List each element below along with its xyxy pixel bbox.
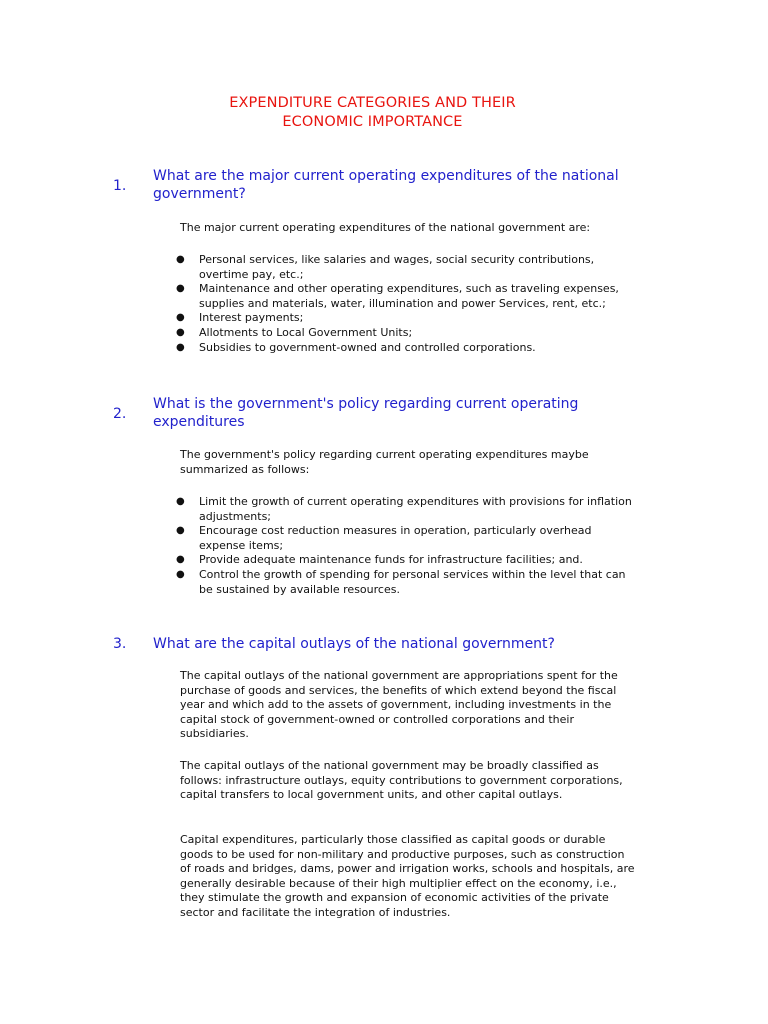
- list-item: ● Provide adequate maintenance funds for infrastructure facilities; and.: [176, 553, 583, 567]
- section-3-paragraph-1: The capital outlays of the national government are appropriations spent for the purchase of goods and services, the benefits of which extend beyond the fiscal year and which add to the assets of government, including investments in the capital stock of government-owned or controlled corporations and their subsidiaries.: [180, 669, 618, 741]
- bullet-icon: ●: [176, 312, 185, 324]
- section-2-bullet-list: [176, 495, 640, 597]
- bullet-icon: ●: [176, 341, 185, 353]
- section-1-intro: The major current operating expenditures of the national government are:: [180, 221, 591, 234]
- list-item: ● Control the growth of spending for personal services within the level that can be sustained by available resources.: [176, 567, 626, 596]
- list-item: ● Personal services, like salaries and wages, social security contributions, overtime pay, etc.;: [176, 253, 595, 281]
- section-1-question: What are the major current operating expenditures of the national government?: [153, 168, 619, 202]
- section-1-bullet-list: [176, 253, 640, 355]
- section-1-number: 1.: [113, 178, 127, 194]
- list-item: ● Allotments to Local Government Units;: [176, 325, 413, 339]
- section-3-question: What are the capital outlays of the national government?: [153, 636, 555, 652]
- bullet-icon: ●: [176, 283, 185, 295]
- bullet-icon: ●: [176, 496, 185, 507]
- page-title-line-2: ECONOMIC IMPORTANCE: [282, 114, 463, 130]
- section-2-intro: The government's policy regarding current operating expenditures maybe summarized as follows:: [180, 448, 589, 476]
- section-3-number: 3.: [113, 636, 127, 652]
- list-item: ● Subsidies to government-owned and controlled corporations.: [176, 340, 536, 354]
- bullet-icon: ●: [176, 525, 185, 537]
- page-title: [0, 94, 745, 132]
- list-item: ● Encourage cost reduction measures in operation, particularly overhead expense items;: [176, 524, 592, 552]
- bullet-icon: ●: [176, 568, 185, 580]
- bullet-icon: ●: [176, 254, 185, 265]
- list-item: ● Limit the growth of current operating expenditures with provisions for inflation adjustments;: [176, 495, 632, 523]
- list-item: ● Interest payments;: [176, 311, 304, 325]
- list-item: ● Maintenance and other operating expenditures, such as traveling expenses, supplies and materials, water, illumination and power Services, rent, etc.;: [176, 282, 619, 310]
- section-3-paragraph-2: The capital outlays of the national government may be broadly classified as follows: infrastructure outlays, equity contributions to government corporations, capital transfers to local government units, and other capital outlays.: [180, 759, 623, 802]
- section-2-number: 2.: [113, 406, 127, 422]
- page-title-line-1: EXPENDITURE CATEGORIES AND THEIR: [229, 95, 516, 111]
- bullet-icon: ●: [176, 326, 185, 338]
- bullet-icon: ●: [176, 554, 185, 566]
- section-2-question: What is the government's policy regarding current operating expenditures: [153, 396, 579, 430]
- section-3-paragraph-3: Capital expenditures, particularly those classified as capital goods or durable goods to be used for non-military and productive purposes, such as construction of roads and bridges, dams, power and irrigation works, schools and hospitals, are generally desirable because of their high multiplier effect on the economy, i.e., they stimulate the growth and expansion of economic activities of the private sector and facilitate the integration of industries.: [180, 833, 635, 919]
